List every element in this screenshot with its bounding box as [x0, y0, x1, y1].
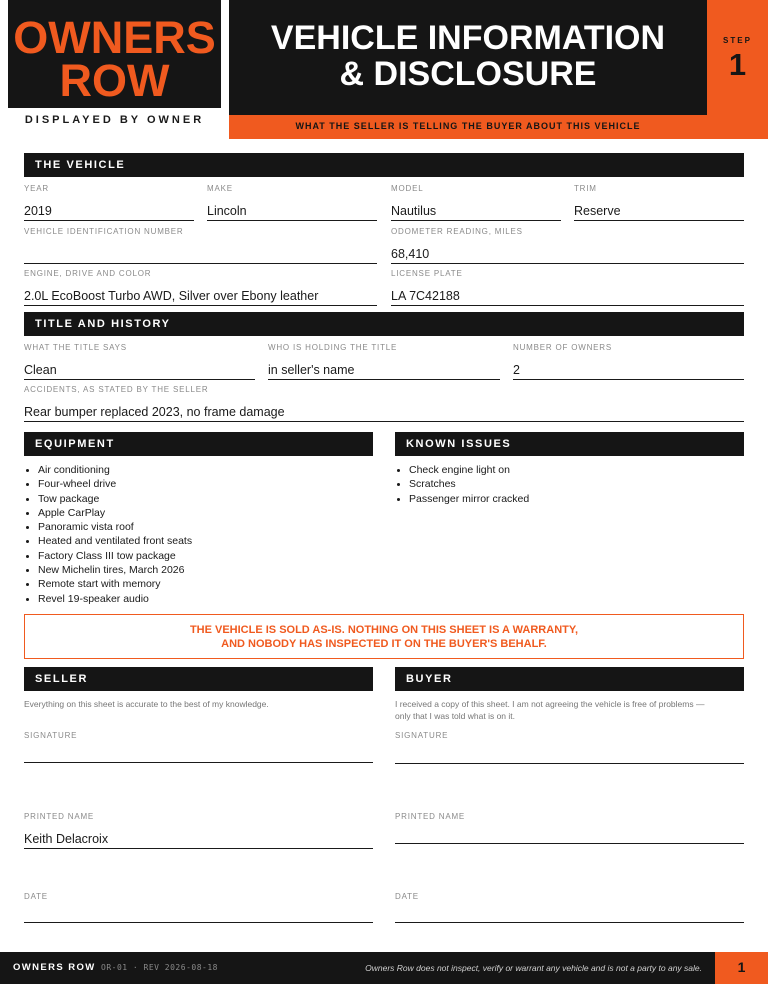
section-heading-equipment: EQUIPMENT: [24, 432, 373, 456]
field-number-of-owners[interactable]: [513, 342, 744, 380]
buyer-printed-name-line[interactable]: [395, 843, 744, 844]
title-line-2: & DISCLOSURE: [339, 55, 597, 93]
page-header: [0, 0, 768, 139]
field-license-plate[interactable]: [391, 268, 744, 306]
buyer-note-line-1: I received a copy of this sheet. I am not agreeing the vehicle is free of problems —: [395, 699, 705, 709]
field-label: SIGNATURE: [24, 731, 78, 740]
section-heading-known-issues: KNOWN ISSUES: [395, 432, 744, 456]
seller-date-field[interactable]: [24, 891, 373, 903]
field-value[interactable]: Keith Delacroix: [24, 829, 373, 849]
field-label: PRINTED NAME: [24, 812, 95, 821]
field-value[interactable]: Rear bumper replaced 2023, no frame damage: [24, 402, 744, 422]
field-label: LICENSE PLATE: [391, 269, 463, 278]
page-title: [229, 20, 707, 92]
field-label: DATE: [24, 892, 48, 901]
field-accidents[interactable]: [24, 384, 744, 422]
list-item: New Michelin tires, March 2026: [24, 563, 373, 577]
field-trim[interactable]: [574, 183, 744, 221]
field-value[interactable]: in seller's name: [268, 360, 500, 380]
field-value[interactable]: 68,410: [391, 244, 744, 264]
field-label: WHO IS HOLDING THE TITLE: [268, 343, 398, 352]
seller-note: Everything on this sheet is accurate to the best of my knowledge.: [24, 699, 269, 709]
field-value[interactable]: [24, 244, 377, 264]
field-vin[interactable]: [24, 226, 377, 264]
seller-date-line[interactable]: [24, 922, 373, 923]
field-label: TRIM: [574, 184, 597, 193]
list-item: Heated and ventilated front seats: [24, 534, 373, 548]
brand-subtitle: DISPLAYED BY OWNER: [24, 114, 205, 126]
equipment-list: [24, 463, 373, 606]
field-label: MAKE: [207, 184, 233, 193]
list-item: Panoramic vista roof: [24, 520, 373, 534]
title-line-1: VEHICLE INFORMATION: [270, 19, 666, 57]
list-item: Four-wheel drive: [24, 477, 373, 491]
field-label: DATE: [395, 892, 419, 901]
list-item: Passenger mirror cracked: [395, 492, 744, 506]
buyer-date-line[interactable]: [395, 922, 744, 923]
section-heading-buyer: BUYER: [395, 667, 744, 691]
section-heading-title-history: TITLE AND HISTORY: [24, 312, 744, 336]
field-label: NUMBER OF OWNERS: [513, 343, 613, 352]
footer-revision: OR-01 · REV 2026-08-18: [101, 963, 218, 972]
buyer-printed-name-field[interactable]: [395, 811, 744, 823]
buyer-note-line-2: only that I was told what is on it.: [395, 711, 516, 721]
field-value[interactable]: Clean: [24, 360, 255, 380]
field-label: YEAR: [24, 184, 49, 193]
list-item: Tow package: [24, 492, 373, 506]
tagline: WHAT THE SELLER IS TELLING THE BUYER ABOUT THIS VEHICLE: [295, 121, 641, 131]
field-label: SIGNATURE: [395, 731, 449, 740]
field-make[interactable]: [207, 183, 377, 221]
list-item: Apple CarPlay: [24, 506, 373, 520]
field-value[interactable]: Nautilus: [391, 201, 561, 221]
warning-line-1: THE VEHICLE IS SOLD AS-IS. NOTHING ON THIS SHEET IS A WARRANTY,: [189, 624, 579, 636]
field-odometer[interactable]: [391, 226, 744, 264]
field-year[interactable]: [24, 183, 194, 221]
list-item: Check engine light on: [395, 463, 744, 477]
field-label: ENGINE, DRIVE AND COLOR: [24, 269, 152, 278]
field-label: PRINTED NAME: [395, 812, 466, 821]
field-model[interactable]: [391, 183, 561, 221]
list-item: Revel 19-speaker audio: [24, 592, 373, 606]
field-engine[interactable]: [24, 268, 377, 306]
step-label: STEP: [723, 36, 752, 45]
list-item: Factory Class III tow package: [24, 549, 373, 563]
buyer-note: [395, 698, 744, 722]
field-value[interactable]: 2: [513, 360, 744, 380]
field-title-holder[interactable]: [268, 342, 500, 380]
field-label: WHAT THE TITLE SAYS: [24, 343, 127, 352]
field-value[interactable]: 2.0L EcoBoost Turbo AWD, Silver over Ebony leather: [24, 286, 377, 306]
section-heading-vehicle: THE VEHICLE: [24, 153, 744, 177]
field-title-says[interactable]: [24, 342, 255, 380]
brand-logo: [8, 12, 221, 106]
warning-line-2: AND NOBODY HAS INSPECTED IT ON THE BUYER'S BEHALF.: [221, 638, 547, 650]
seller-signature-field[interactable]: [24, 730, 373, 742]
field-value[interactable]: 2019: [24, 201, 194, 221]
field-label: ODOMETER READING, MILES: [391, 227, 523, 236]
buyer-signature-line[interactable]: [395, 763, 744, 764]
field-value[interactable]: Lincoln: [207, 201, 377, 221]
field-label: ACCIDENTS, AS STATED BY THE SELLER: [24, 385, 209, 394]
page-number: 1: [737, 959, 746, 975]
field-value[interactable]: LA 7C42188: [391, 286, 744, 306]
footer-disclaimer: Owners Row does not inspect, verify or warrant any vehicle and is not a party to any sale.: [365, 963, 702, 973]
list-item: Remote start with memory: [24, 577, 373, 591]
footer-brand: OWNERS ROW: [13, 962, 96, 973]
seller-printed-name-field[interactable]: [24, 811, 373, 849]
brand-line-1: OWNERS: [13, 12, 216, 63]
field-label: MODEL: [391, 184, 424, 193]
buyer-signature-field[interactable]: [395, 730, 744, 742]
known-issues-list: [395, 463, 744, 506]
list-item: Air conditioning: [24, 463, 373, 477]
brand-line-2: ROW: [59, 55, 170, 106]
field-value[interactable]: Reserve: [574, 201, 744, 221]
seller-signature-line[interactable]: [24, 762, 373, 763]
list-item: Scratches: [395, 477, 744, 491]
field-label: VEHICLE IDENTIFICATION NUMBER: [24, 227, 184, 236]
section-heading-seller: SELLER: [24, 667, 373, 691]
step-number: 1: [728, 47, 747, 82]
as-is-warning: [24, 614, 744, 659]
buyer-date-field[interactable]: [395, 891, 744, 903]
